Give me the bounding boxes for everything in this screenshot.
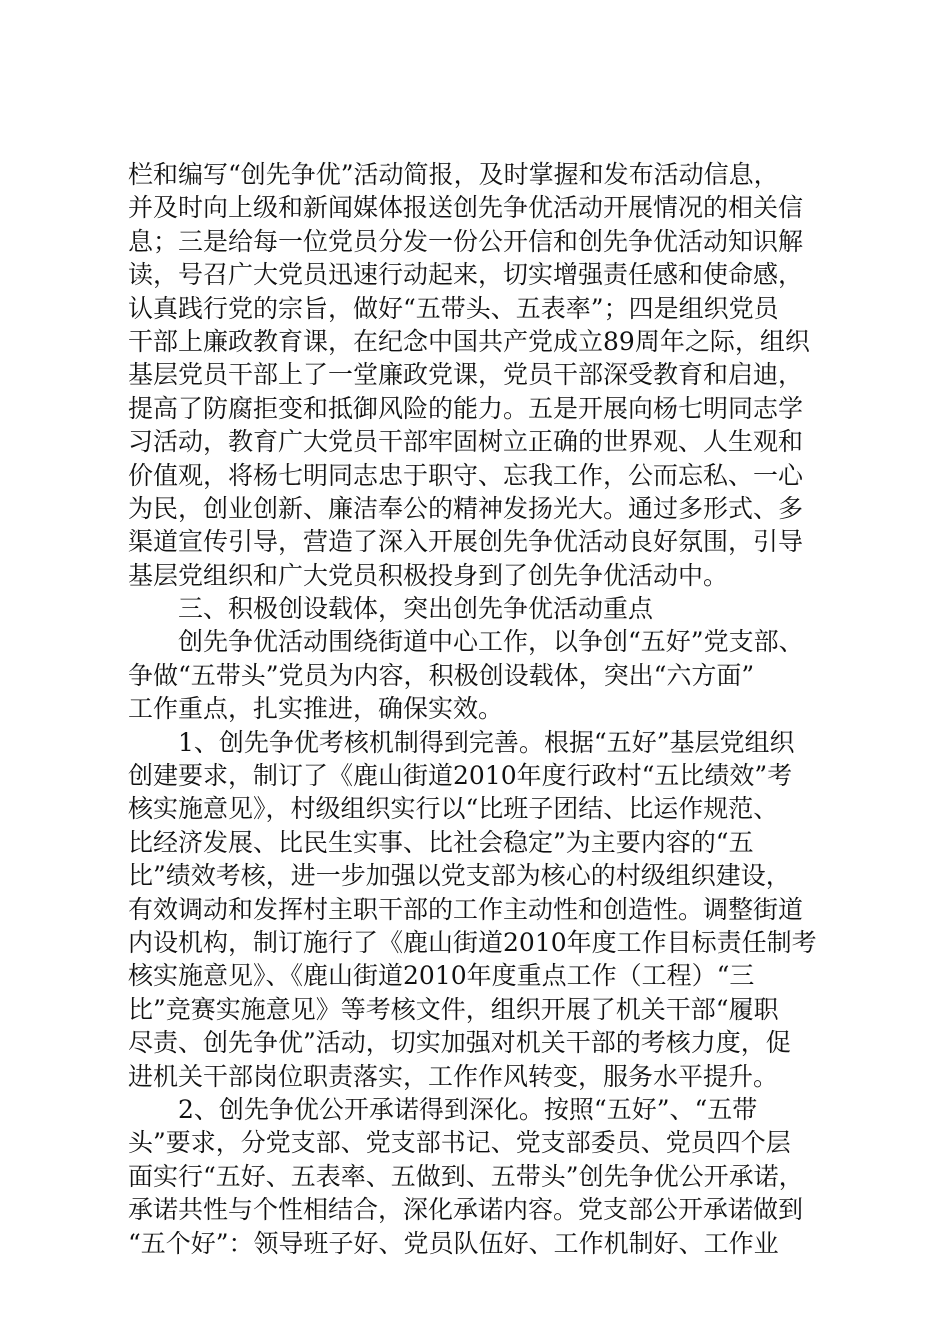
text-line: 工作重点，扎实推进，确保实效。 [128, 694, 504, 724]
text-line: 面实行“五好、五表率、五做到、五带头”创先争优公开承诺， [128, 1161, 804, 1191]
text-line: 息；三是给每一位党员分发一份公开信和创先争优活动知识解 [128, 226, 804, 256]
text-line: 创建要求，制订了《鹿山街道2010年度行政村“五比绩效”考 [128, 761, 793, 791]
text-line: 读，号召广大党员迅速行动起来，切实增强责任感和使命感， [128, 260, 804, 290]
text-line: 价值观，将杨七明同志忠于职守、忘我工作，公而忘私、一心 [128, 460, 804, 490]
text-line: 栏和编写“创先争优”活动简报，及时掌握和发布活动信息， [128, 160, 779, 189]
text-line: 尽责、创先争优”活动，切实加强对机关干部的考核力度，促 [128, 1028, 791, 1058]
text-line: 比”竞赛实施意见》等考核文件，组织开展了机关干部“履职 [128, 994, 779, 1024]
text-line: 基层党员干部上了一堂廉政党课，党员干部深受教育和启迪， [128, 360, 804, 390]
text-line: 头”要求，分党支部、党支部书记、党支部委员、党员四个层 [128, 1128, 791, 1158]
body-text [128, 158, 832, 1260]
text-line: 提高了防腐拒变和抵御风险的能力。五是开展向杨七明同志学 [128, 393, 804, 423]
text-line: 比经济发展、比民生实事、比社会稳定”为主要内容的“五 [128, 827, 754, 857]
text-line: 认真践行党的宗旨，做好“五带头、五表率”；四是组织党员 [128, 293, 779, 323]
text-line: 干部上廉政教育课，在纪念中国共产党成立89周年之际，组织 [128, 326, 810, 356]
text-line: 进机关干部岗位职责落实，工作作风转变，服务水平提升。 [128, 1061, 779, 1091]
text-line: “五个好”：领导班子好、党员队伍好、工作机制好、工作业 [128, 1228, 779, 1258]
text-line: 有效调动和发挥村主职干部的工作主动性和创造性。调整街道 [128, 894, 804, 924]
text-line: 承诺共性与个性相结合，深化承诺内容。党支部公开承诺做到 [128, 1195, 804, 1225]
text-line: 基层党组织和广大党员积极投身到了创先争优活动中。 [128, 560, 729, 590]
text-line: 习活动，教育广大党员干部牢固树立正确的世界观、人生观和 [128, 427, 804, 457]
text-line: 核实施意见》，村级组织实行以“比班子团结、比运作规范、 [128, 794, 779, 824]
text-line: 三、积极创设载体，突出创先争优活动重点 [128, 594, 654, 624]
text-line: 比”绩效考核，进一步加强以党支部为核心的村级组织建设， [128, 861, 791, 891]
text-line: 2、创先争优公开承诺得到深化。按照“五好”、“五带 [128, 1094, 758, 1124]
text-line: 内设机构，制订施行了《鹿山街道2010年度工作目标责任制考 [128, 927, 817, 957]
text-line: 并及时向上级和新闻媒体报送创先争优活动开展情况的相关信 [128, 193, 804, 223]
text-line: 渠道宣传引导，营造了深入开展创先争优活动良好氛围，引导 [128, 527, 804, 557]
text-line: 1、创先争优考核机制得到完善。根据“五好”基层党组织 [128, 727, 795, 757]
text-line: 争做“五带头”党员为内容，积极创设载体，突出“六方面” [128, 660, 755, 690]
text-line: 创先争优活动围绕街道中心工作，以争创“五好”党支部、 [128, 627, 804, 657]
text-line: 为民，创业创新、廉洁奉公的精神发扬光大。通过多形式、多 [128, 493, 804, 523]
text-line: 核实施意见》、《鹿山街道2010年度重点工作（工程）“三 [128, 961, 755, 991]
